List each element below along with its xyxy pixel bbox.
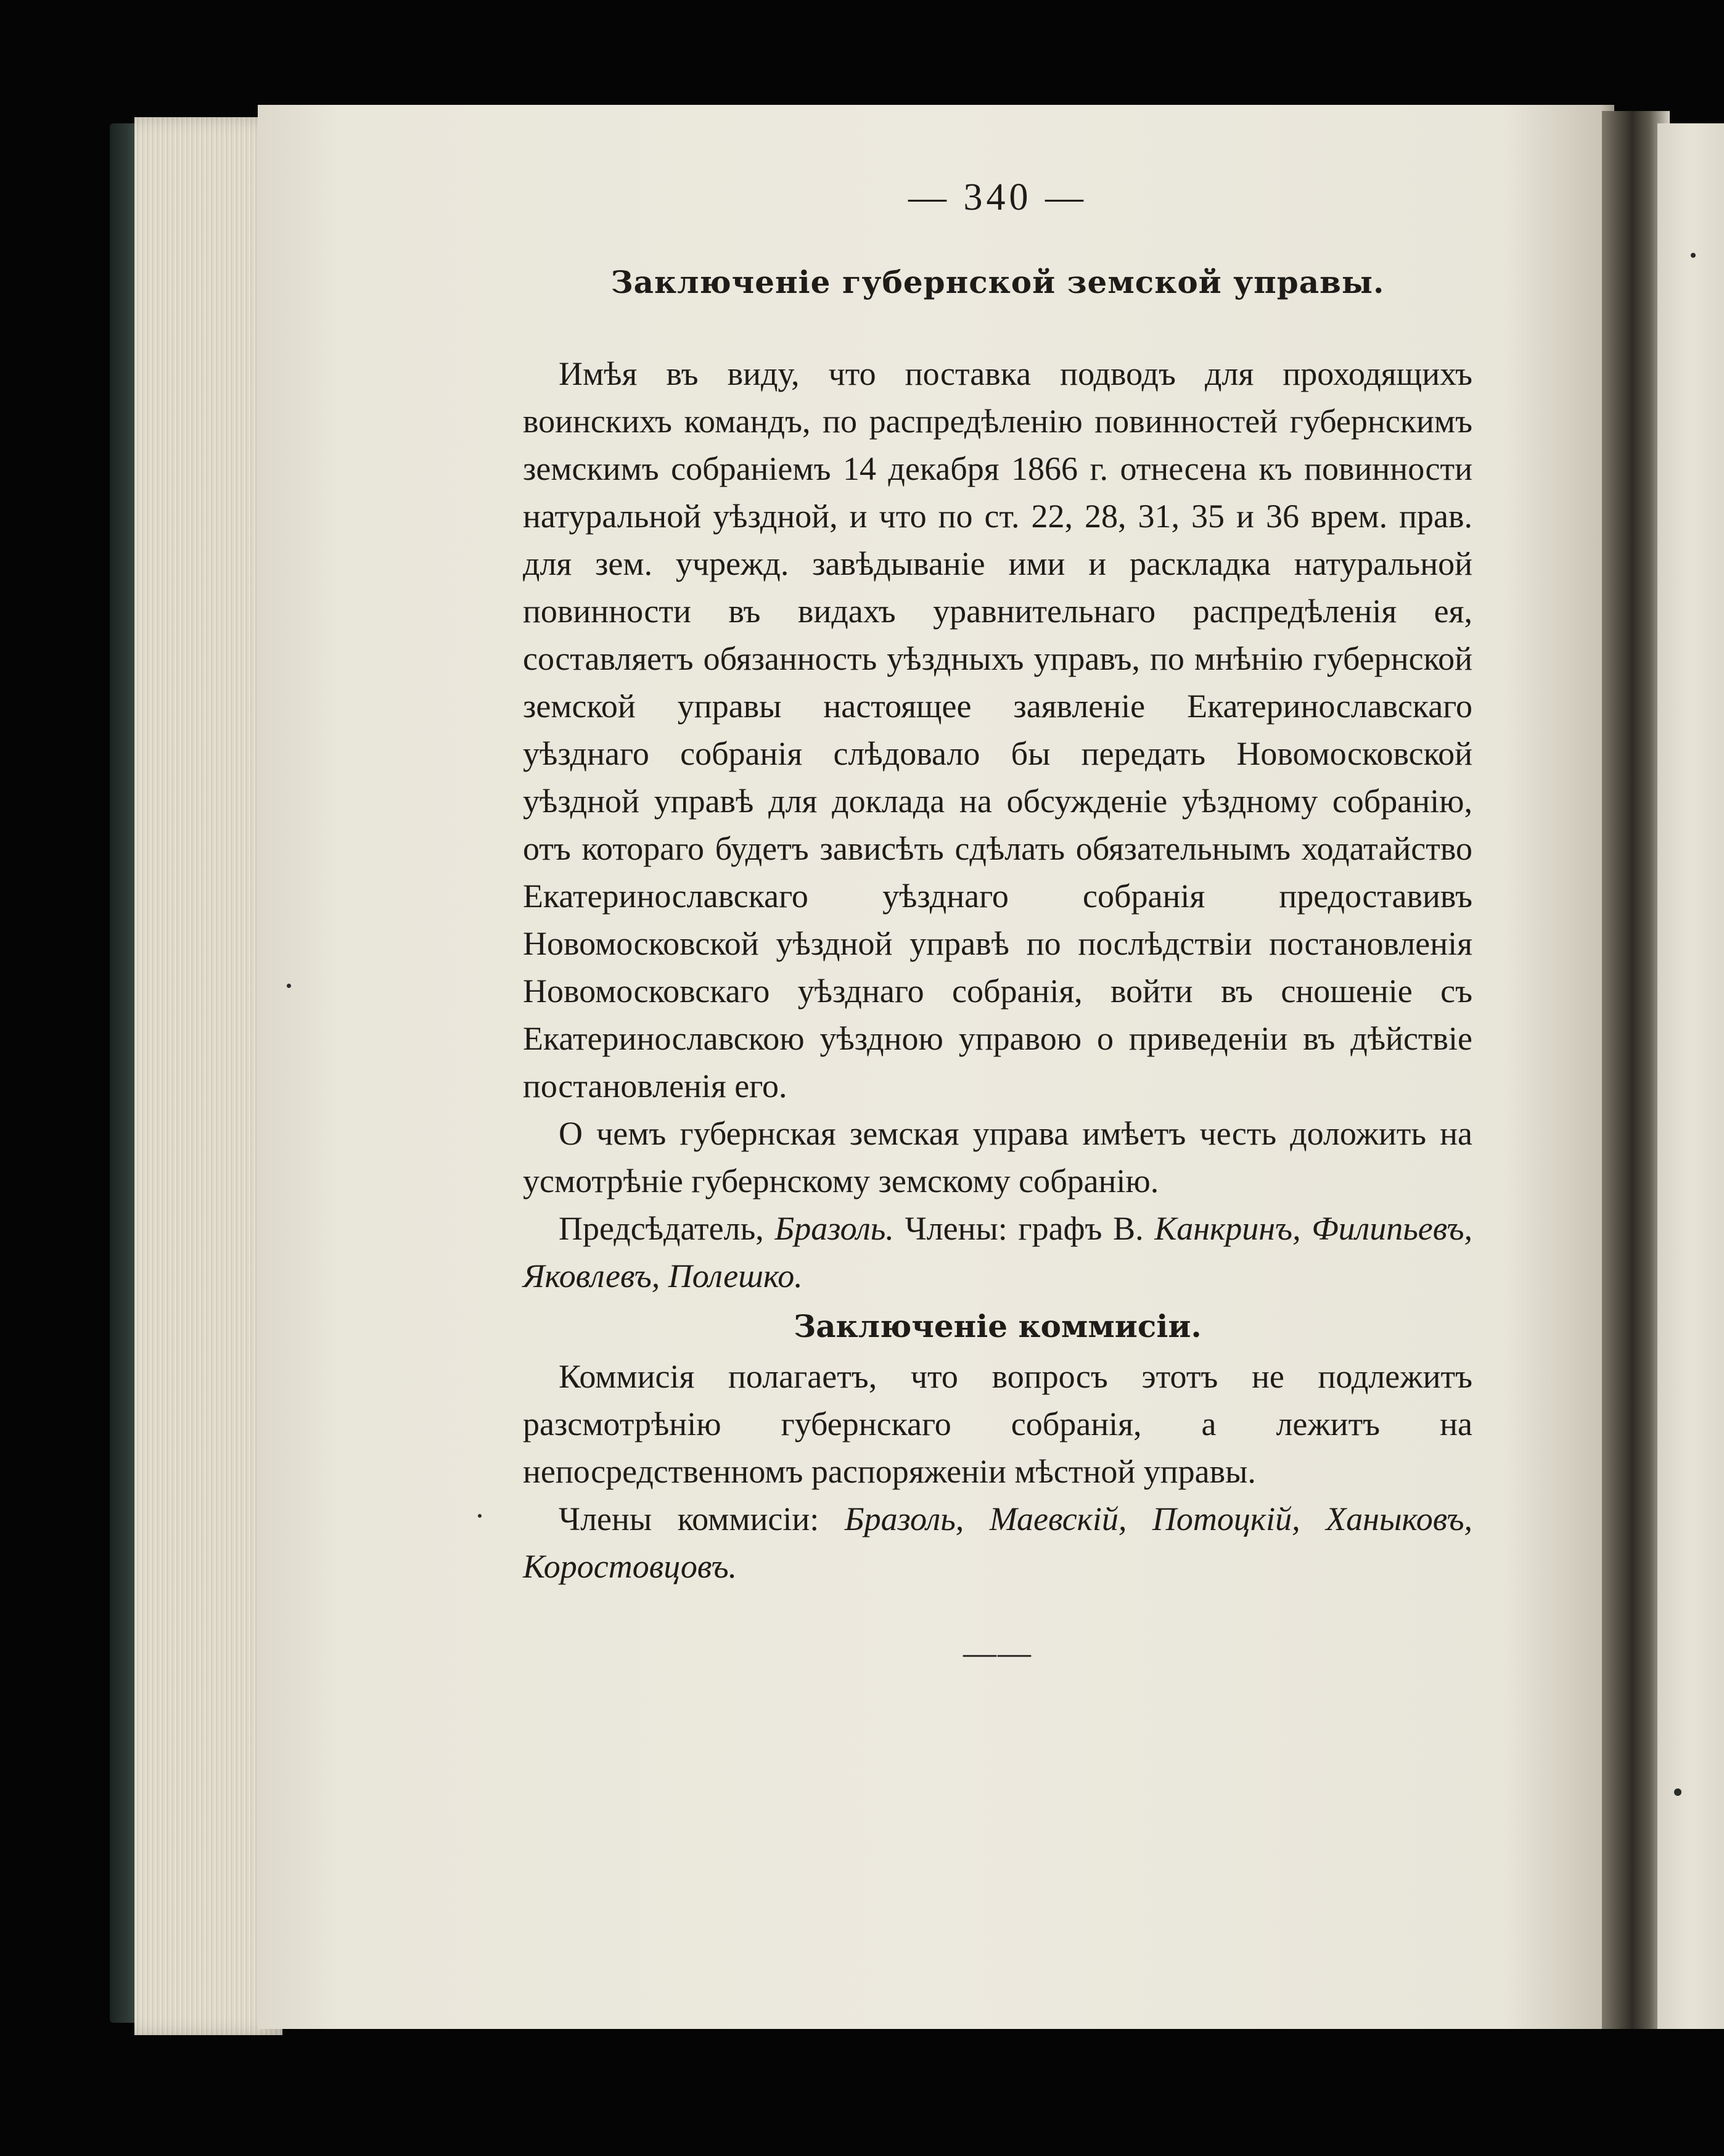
- paragraph-commission-opinion: Коммисiя полагаетъ, что вопросъ этотъ не подлежитъ разсмотрѣнiю губернскаго собранiя, а лежитъ на непосредственномъ распоряженiи мѣстной управы.: [523, 1358, 1472, 1490]
- chair-label: Предсѣдатель,: [559, 1210, 764, 1247]
- page-text-block: [523, 173, 1472, 1672]
- chair-name: Бразоль.: [774, 1210, 894, 1247]
- signature-board: [523, 1205, 1472, 1300]
- speck-mark: [1674, 1788, 1681, 1796]
- right-page-edge: [1657, 123, 1724, 2029]
- end-rule: ——: [963, 1634, 1032, 1671]
- commission-members-names: Бразоль, Маевскiй, Потоцкiй, Ханыковъ, Коростовцовъ.: [523, 1500, 1472, 1585]
- speck-mark: [1691, 253, 1696, 258]
- commission-members-label: Члены коммисiи:: [559, 1500, 819, 1537]
- paragraph-board-opinion: Имѣя въ виду, что поставка подводъ для проходящихъ воинскихъ командъ, по распредѣленiю повинностей губернскимъ земскимъ собранiемъ 14 декабря 1866 г. отнесена къ повинности натуральной уѣздной, и что по ст. 22, 28, 31, 35 и 36 врем. прав. для зем. учрежд. завѣдыванiе ими и раскладка натуральной повинности въ видахъ уравнительнаго распредѣленiя ея, составляетъ обязанность уѣздныхъ управъ, по мнѣнiю губернской земской управы настоящее заявленiе Екатеринославскаго уѣзднаго собранiя слѣдовало бы передать Новомосковской уѣздной управѣ для доклада на обсужденiе уѣздному собранiю, отъ котораго будетъ зависѣть сдѣлать обязательнымъ ходатайство Екатеринославскаго уѣзднаго собранiя предоставивъ Новомосковской уѣздной управѣ по послѣдствiи постановленiя Новомосковскаго уѣзднаго собранiя, войти въ сношенiе съ Екатеринославскою уѣздною управою о приведенiи въ дѣйствiе постановленiя его.: [523, 355, 1472, 1105]
- page-number: — 340 —: [908, 176, 1087, 218]
- members-label: Члены: графъ В.: [905, 1210, 1144, 1247]
- signature-commission: [523, 1496, 1472, 1590]
- paragraph-report: О чемъ губернская земская управа имѣетъ честь доложить на усмотрѣнiе губернскому земскому собранiю.: [523, 1115, 1472, 1199]
- speck-mark: [287, 984, 291, 988]
- speck-mark: [478, 1514, 482, 1518]
- members-names: Канкринъ, Филипьевъ, Яковлевъ, Полешко.: [523, 1210, 1473, 1294]
- section-heading-board: Заключенiе губернской земской управы.: [610, 264, 1385, 300]
- section-heading-commission: Заключенiе коммисiи.: [794, 1308, 1202, 1344]
